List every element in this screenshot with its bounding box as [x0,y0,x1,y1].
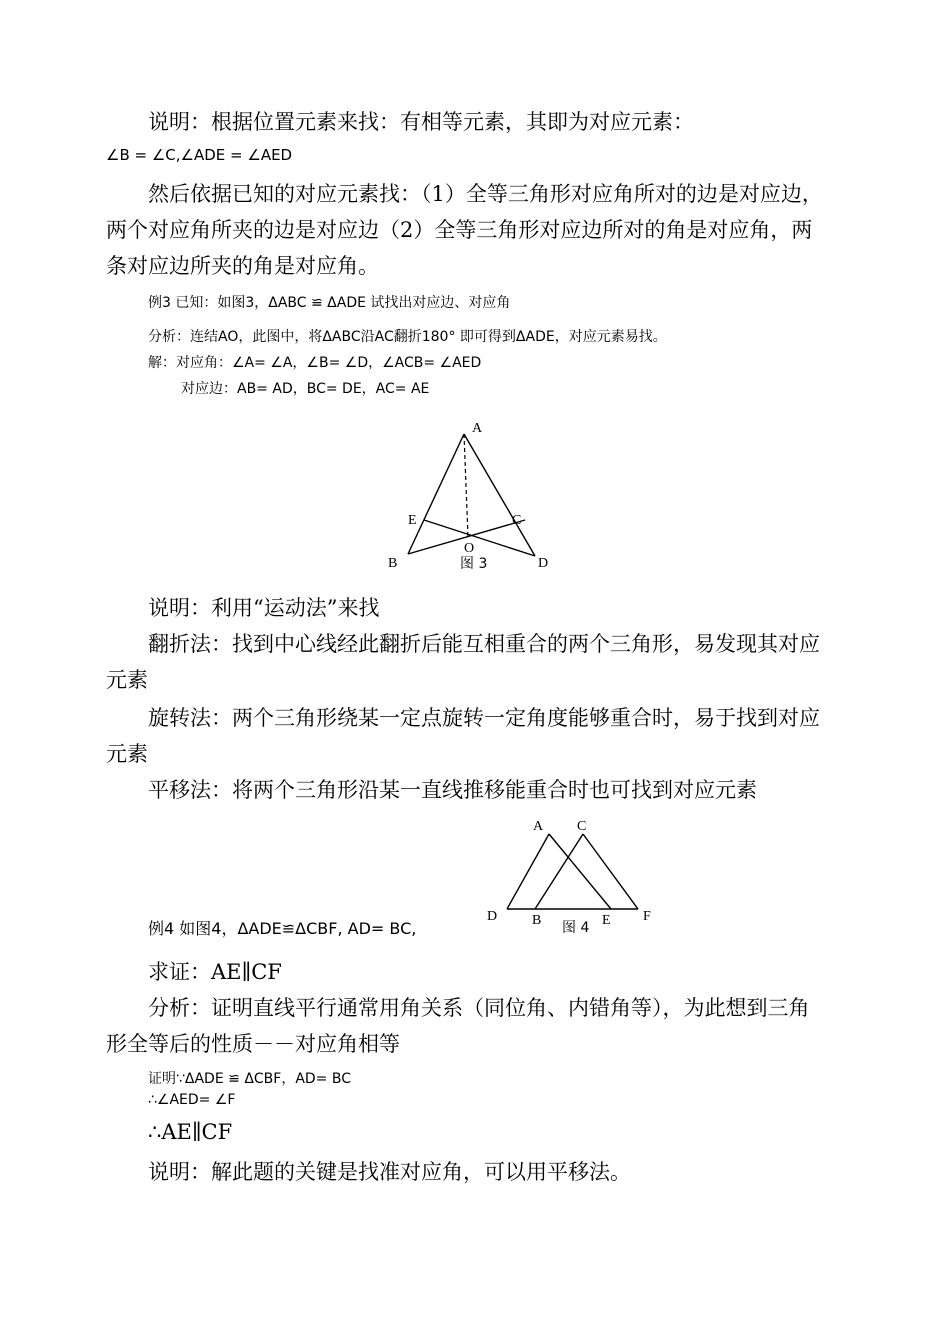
fig4-label-b: B [532,913,542,928]
example-3-analysis: 分析：连结AO，此图中，将ΔABC沿AC翻折180° 即可得到ΔADE，对应元素易找。 [148,329,667,345]
fold-method-line-1: 翻折法：找到中心线经此翻折后能互相重合的两个三角形，易发现其对应 [148,632,820,656]
figure-3-diagram [380,412,580,582]
figure-4-diagram [480,812,670,947]
fig3-label-c: C [512,513,522,528]
paragraph-2-line-3: 条对应边所夹的角是对应角。 [106,254,379,278]
example-3-angles: 解：对应角：∠A= ∠A，∠B= ∠D，∠ACB= ∠AED [148,355,482,371]
fig4-label-a: A [533,819,544,834]
fig3-label-b: B [388,556,398,571]
fig3-label-a: A [472,421,483,436]
example-4-statement: 例4 如图4，ΔADE≌ΔCBF, AD= BC, [148,919,417,938]
fig4-label-c: C [577,819,587,834]
example-3-title: 例3 已知：如图3，ΔABC ≌ ΔADE 试找出对应边、对应角 [148,295,511,311]
motion-method-note: 说明：利用“运动法”来找 [148,596,380,620]
fig4-caption: 图 4 [562,920,590,936]
translate-method: 平移法：将两个三角形沿某一直线推移能重合时也可找到对应元素 [148,778,757,802]
paragraph-2-line-2: 两个对应角所夹的边是对应边（2）全等三角形对应边所对的角是对应角，两 [106,218,813,242]
fig3-label-o: O [464,541,475,556]
analysis-4-line-2: 形全等后的性质－－对应角相等 [106,1032,400,1056]
analysis-4-line-1: 分析：证明直线平行通常用角关系（同位角、内错角等），为此想到三角 [148,996,810,1020]
final-note: 说明：解此题的关键是找准对应角，可以用平移法。 [148,1160,631,1184]
fig3-caption: 图 3 [460,556,488,572]
proof-step-1: 证明∵ΔADE ≌ ΔCBF，AD= BC [148,1071,351,1087]
proof-conclusion: ∴AE∥CF [148,1120,233,1144]
fig3-label-d: D [538,556,549,571]
example-3-sides: 对应边：AB= AD，BC= DE，AC= AE [181,381,430,397]
angle-equation: ∠B = ∠C,∠ADE = ∠AED [106,146,293,164]
note-paragraph-1: 说明：根据位置元素来找：有相等元素，其即为对应元素： [148,110,694,134]
prove-statement: 求证：AE∥CF [148,960,282,984]
fig4-label-e: E [602,913,611,928]
fig3-label-e: E [408,513,417,528]
rotate-method-line-1: 旋转法：两个三角形绕某一定点旋转一定角度能够重合时，易于找到对应 [148,706,820,730]
fig4-label-d: D [487,909,498,924]
proof-step-2: ∴∠AED= ∠F [148,1092,236,1108]
fig4-label-f: F [643,909,651,924]
paragraph-2-line-1: 然后依据已知的对应元素找：（1）全等三角形对应角所对的边是对应边， [148,182,823,206]
fold-method-line-2: 元素 [106,668,148,692]
rotate-method-line-2: 元素 [106,742,148,766]
